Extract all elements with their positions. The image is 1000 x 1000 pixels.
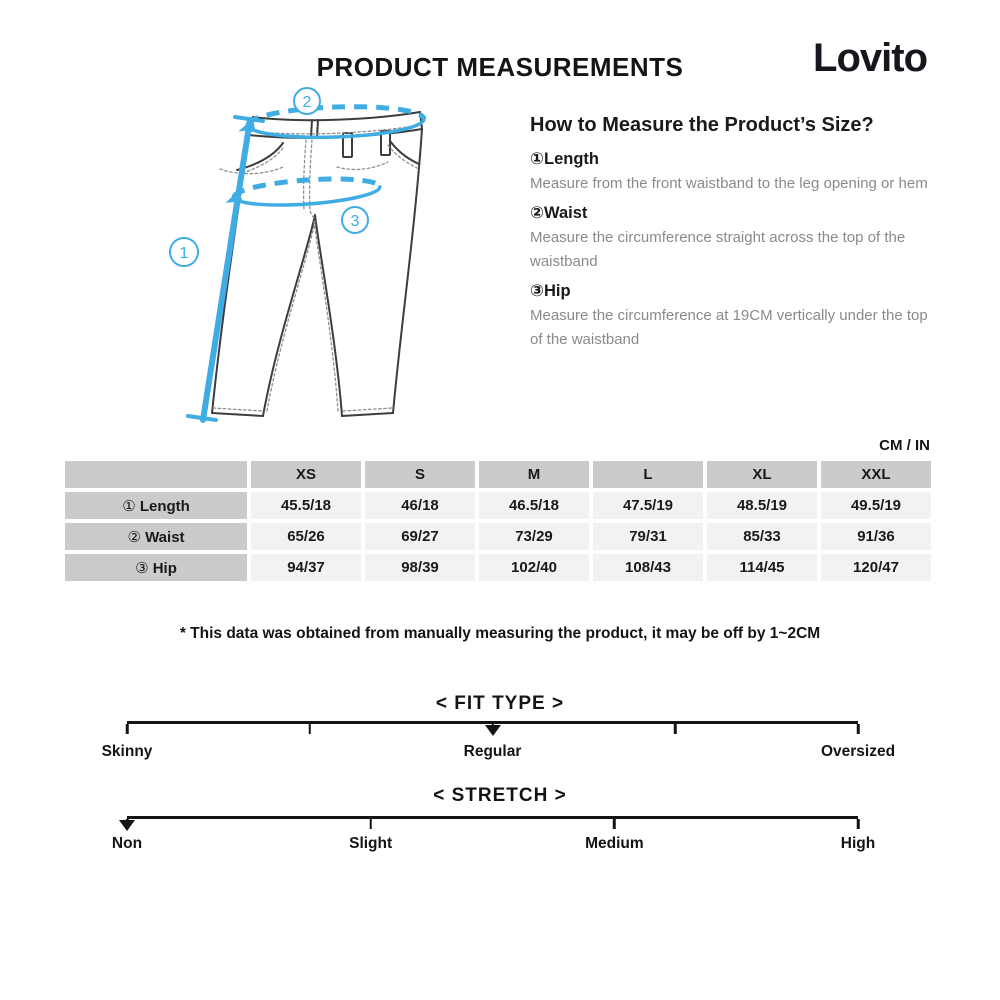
stretch-scale: [127, 816, 858, 831]
size-cell: 120/47: [821, 554, 931, 581]
size-cell: 79/31: [593, 523, 703, 550]
callout-hip: [342, 207, 368, 233]
scale-label: Non: [111, 835, 143, 852]
measure-number: ②: [530, 204, 544, 222]
svg-text:2: 2: [302, 94, 312, 111]
howto-item-waist: [530, 203, 944, 274]
fit-type-marker-triangle: [485, 725, 501, 736]
measure-desc: Measure the circumference straight across the top of the waistband: [530, 229, 906, 270]
waist-measure-ellipse: [238, 104, 425, 140]
stretch-labels: [111, 835, 876, 855]
size-cell: 69/27: [365, 523, 475, 550]
size-cell: 46.5/18: [479, 492, 589, 519]
hip-measure-ellipse: [224, 175, 380, 210]
size-cell: 45.5/18: [251, 492, 361, 519]
size-cell: 94/37: [251, 554, 361, 581]
size-cell: 73/29: [479, 523, 589, 550]
callout-waist: [294, 88, 320, 114]
size-cell: 102/40: [479, 554, 589, 581]
size-cell: 108/43: [593, 554, 703, 581]
column-header-xs: XS: [251, 461, 361, 488]
measure-name: Length: [543, 150, 599, 168]
fit-type-title: < FIT TYPE >: [435, 693, 565, 714]
svg-text:3: 3: [350, 213, 360, 230]
scale-tick: [857, 724, 860, 734]
measure-number: ③: [530, 282, 544, 300]
howto-item-length: [530, 149, 944, 196]
size-cell: 46/18: [365, 492, 475, 519]
scale-label: High: [840, 835, 876, 852]
scale-label: Slight: [349, 835, 393, 852]
fit-type-scale: [127, 721, 858, 736]
scale-tick: [126, 724, 129, 734]
unit-label: CM / IN: [879, 437, 930, 454]
measure-desc: Measure the circumference at 19CM vertically under the top of the waistband: [530, 307, 928, 348]
scale-tick: [674, 724, 677, 734]
howto-heading: How to Measure the Product’s Size?: [530, 114, 874, 136]
howto-section: [530, 114, 944, 352]
row-label-hip: ③ Hip: [65, 554, 247, 581]
callout-length: [170, 238, 198, 266]
pants-diagram: [150, 80, 500, 450]
size-cell: 114/45: [707, 554, 817, 581]
scale-label: Medium: [585, 835, 644, 852]
column-header-s: S: [365, 461, 475, 488]
scale-tick: [857, 819, 860, 829]
table-row-length: [65, 492, 931, 519]
page-title: PRODUCT MEASUREMENTS: [316, 52, 684, 82]
scale-tick: [309, 724, 312, 734]
stretch-title: < STRETCH >: [433, 785, 567, 806]
table-header-row: [65, 461, 931, 488]
column-header-l: L: [593, 461, 703, 488]
size-cell: 91/36: [821, 523, 931, 550]
howto-item-hip: [530, 281, 944, 352]
row-label-length: ① Length: [65, 492, 247, 519]
scale-tick: [369, 819, 372, 829]
size-cell: 47.5/19: [593, 492, 703, 519]
measure-name: Waist: [543, 204, 588, 222]
scale-label: Oversized: [820, 743, 896, 760]
size-table: [61, 457, 935, 585]
scale-label: Regular: [463, 743, 522, 760]
size-cell: 85/33: [707, 523, 817, 550]
measure-desc: Measure from the front waistband to the leg opening or hem: [530, 175, 928, 192]
scale-label: Skinny: [101, 743, 153, 760]
column-header-xl: XL: [707, 461, 817, 488]
table-row-hip: [65, 554, 931, 581]
column-header-m: M: [479, 461, 589, 488]
disclaimer-note: * This data was obtained from manually measuring the product, it may be off by 1~2CM: [179, 625, 821, 642]
fit-type-labels: [101, 743, 896, 763]
size-cell: 65/26: [251, 523, 361, 550]
scale-tick: [613, 819, 616, 829]
measure-name: Hip: [543, 282, 571, 300]
size-cell: 48.5/19: [707, 492, 817, 519]
svg-text:1: 1: [179, 245, 189, 262]
size-cell: 98/39: [365, 554, 475, 581]
column-header-xxl: XXL: [821, 461, 931, 488]
table-row-waist: [65, 523, 931, 550]
stretch-marker-triangle: [119, 820, 135, 831]
row-label-waist: ② Waist: [65, 523, 247, 550]
length-measure-line: [188, 117, 263, 420]
brand-logo: Lovito: [813, 36, 927, 80]
measure-number: ①: [530, 150, 544, 168]
size-cell: 49.5/19: [821, 492, 931, 519]
empty-header-cell: [65, 461, 247, 488]
